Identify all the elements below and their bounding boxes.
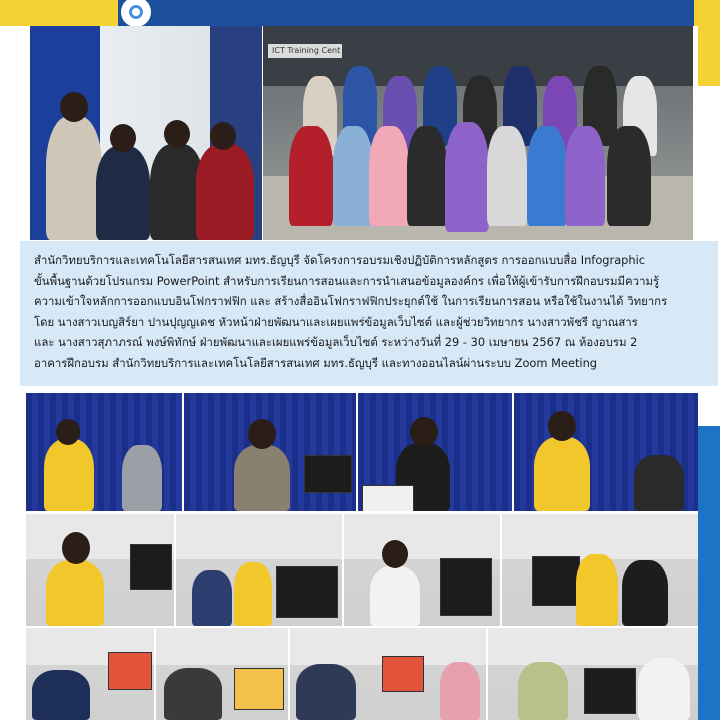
person [296,664,356,720]
photo-speaker-mic [184,393,356,511]
person [370,566,420,626]
building-sign: ICT Training Cent [268,44,342,58]
person [234,562,272,626]
person-head [210,122,236,150]
photo-group [263,26,693,240]
person-head [60,92,88,122]
person [32,670,90,720]
person-head [548,411,576,441]
person [622,560,668,626]
monitor [584,668,636,714]
person [607,126,651,226]
top-banner [0,0,720,26]
caption-text: สำนักวิทยบริการและเทคโนโลยีสารสนเทศ มทร.ธัญบุรี จัดโครงการอบรมเชิงปฏิบัติการหลักสูตร การออกแบบสื่อ Infographic ขั้นพื้นฐานด้วยโปรแกรม PowerPoint สำหรับการเรียนการสอนและการนำเสนอข้อมูลองค์กร เพื่อให้ผู้เข้ารับการฝึกอบรมมีความรู้ ความเข้าใจหลักการออกแบบอินโฟกราฟฟิก และ สร้างสื่ออินโฟกราฟฟิกประยุกต์ใช้ ในการเรียนการสอน หรือใช้ในงานได้ วิทยากร โดย นางสาวเบญสิร์ยา ปานปุญญเดช หัวหน้าฝ่ายพัฒนาและเผยแพร่ข้อมูลเว็บไซต์ และผู้ช่วยวิทยากร นางสาวพัชรี ญาณสาร และ นางสาวสุภาภรณ์ พงษ์พิทักษ์ ฝ่ายพัฒนาและเผยแพร่ข้อมูลเว็บไซต์ ระหว่างวันที่ 29 - 30 เมษายน 2567 ณ ห้องอบรม 2 อาคารฝึกอบรม สำนักวิทยบริการและเทคโนโลยีสารสนเทศ มทร.ธัญบุรี และทางออนไลน์ผ่านระบบ Zoom Meeting [34,253,668,370]
person [44,439,94,511]
photo-speakers [30,26,262,240]
person-head [164,120,190,148]
person [518,662,568,720]
photo-participants-2 [176,514,342,626]
person [638,658,690,720]
person [196,144,254,240]
person [440,662,480,720]
person [96,146,150,240]
person [46,560,104,626]
photo-participants-3 [344,514,500,626]
person-head [410,417,438,447]
person [487,126,527,226]
photo-lab-1 [26,628,154,720]
monitor [362,485,414,511]
photo-participant-1 [26,514,174,626]
person-head [110,124,136,152]
person [369,126,409,226]
person [289,126,333,226]
photo-camera-operator [514,393,698,511]
person [527,126,567,226]
monitor [108,652,152,690]
monitor [276,566,338,618]
monitor [440,558,492,616]
person [445,122,489,232]
person-head [248,419,276,449]
photo-lab-4 [488,628,698,720]
monitor [234,668,284,710]
person [333,126,373,226]
banner-yellow-block [0,0,118,26]
person [46,116,102,240]
monitor [130,544,172,590]
photo-trainer-speaking [26,393,182,511]
person-head [62,532,90,564]
person [407,126,447,226]
person [576,554,618,626]
person [234,445,290,511]
person [565,126,605,226]
person-head [56,419,80,445]
person [534,437,590,511]
person [164,668,222,720]
person [192,570,232,626]
logo-circle-icon [118,0,154,26]
person [122,445,162,511]
banner-yellow-corner [694,0,720,26]
person-head [382,540,408,568]
photo-presenter [358,393,512,511]
banner-title [160,0,680,8]
monitor [304,455,352,493]
photo-lab-2 [156,628,288,720]
monitor [382,656,424,692]
logo-ring-icon [129,5,143,19]
photo-lab-3 [290,628,486,720]
person [634,455,684,511]
monitor [532,556,580,606]
left-margin [0,26,20,720]
photo-participants-4 [502,514,698,626]
